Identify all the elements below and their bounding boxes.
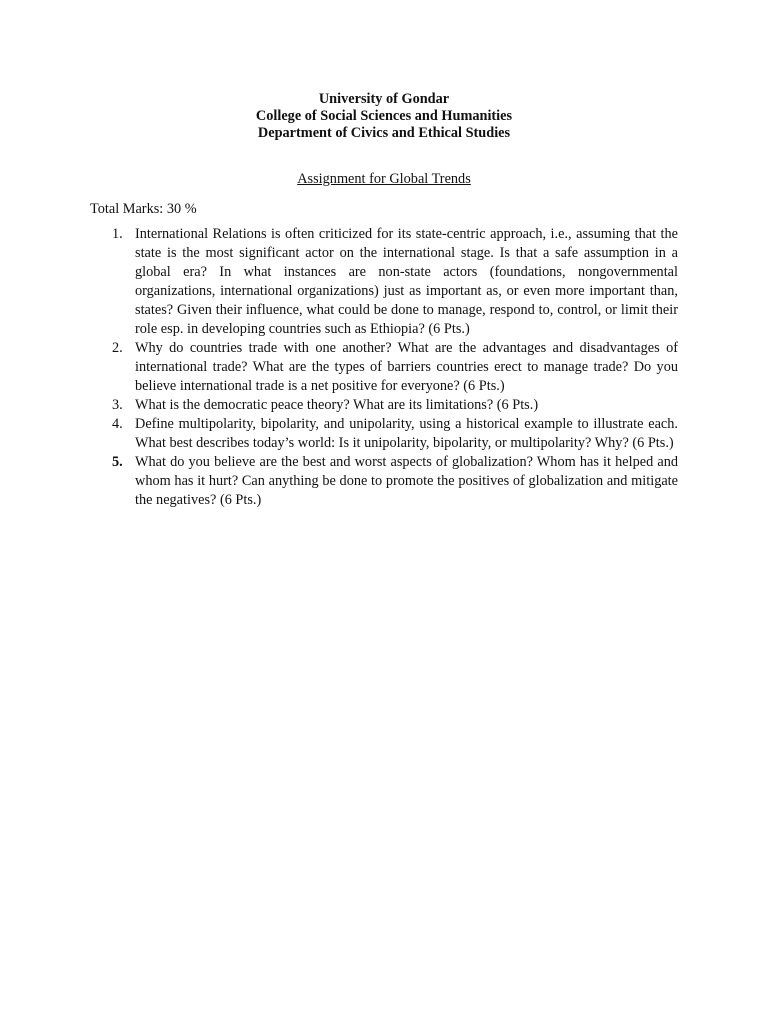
question-text: What do you believe are the best and worst aspects of globalization? Whom has it helped and whom has it hurt? Can anything be done to promote the positives of globalization and mitigate the negatives? (6 Pts.) (135, 454, 678, 508)
question-number: 2. (112, 340, 123, 356)
question-text: Define multipolarity, bipolarity, and unipolarity, using a historical example to illustrate each. What best describes today’s world: Is it unipolarity, bipolarity, or multipolarity? Why? (6 Pts.) (135, 416, 678, 451)
assignment-title: Assignment for Global Trends (297, 171, 471, 187)
university-name: University of Gondar (318, 91, 450, 107)
document-header (90, 91, 678, 142)
question-text: Why do countries trade with one another? What are the advantages and disadvantages of international trade? What are the types of barriers countries erect to manage trade? Do you believe international trade is a net positive for everyone? (6 Pts.) (135, 340, 678, 394)
assignment-title-wrapper (90, 171, 678, 188)
question-number: 4. (112, 416, 123, 432)
question-text: International Relations is often criticized for its state-centric approach, i.e., assuming that the state is the most significant actor on the international stage. Is that a safe assumption in a global era? In what instances are non-state actors (foundations, nongovernmental organizations, international organizations) just as important as, or even more important than, states? Given their influence, what could be done to manage, respond to, control, or limit their role esp. in developing countries such as Ethiopia? (6 Pts.) (135, 226, 678, 337)
question-list (90, 225, 678, 510)
question-number: 1. (112, 226, 123, 242)
question-number: 5. (112, 454, 123, 470)
department-name: Department of Civics and Ethical Studies (257, 125, 511, 141)
question-item-2 (90, 339, 678, 396)
total-marks: Total Marks: 30 % (90, 201, 197, 217)
question-text: What is the democratic peace theory? What are its limitations? (6 Pts.) (135, 397, 539, 413)
college-name: College of Social Sciences and Humanities (255, 108, 513, 124)
question-number: 3. (112, 397, 123, 413)
question-item-3 (90, 396, 678, 415)
question-item-1 (90, 225, 678, 339)
question-item-5 (90, 453, 678, 510)
question-item-4 (90, 415, 678, 453)
